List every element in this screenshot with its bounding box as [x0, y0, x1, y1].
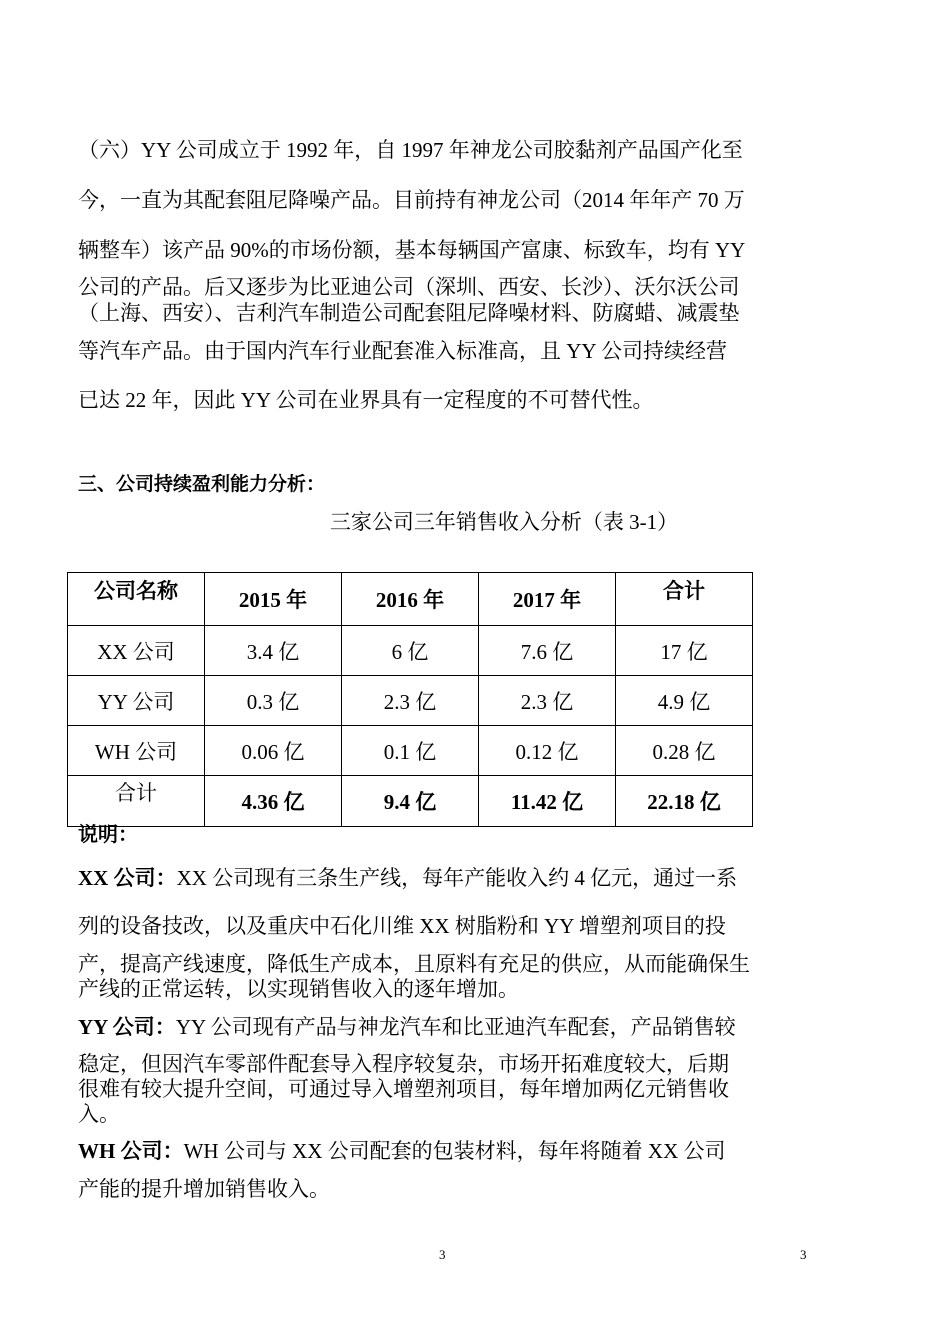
page-number-right: 3 [800, 1247, 807, 1262]
intro-line-5: （上海、西安）、吉利汽车制造公司配套阻尼降噪材料、防腐蜡、减震垫 [78, 301, 740, 325]
table-header-row [68, 573, 753, 626]
cell-value: 6 亿 [342, 626, 479, 676]
cell-value: 7.6 亿 [479, 626, 616, 676]
cell-value: 2.3 亿 [479, 676, 616, 726]
cell-value: 0.1 亿 [342, 726, 479, 776]
wh-note-label: WH 公司： [78, 1139, 184, 1163]
yy-note-label: YY 公司： [78, 1015, 176, 1039]
yy-note-line-4: 入。 [78, 1102, 120, 1126]
xx-note-line-3: 产，提高产线速度，降低生产成本，且原料有充足的供应，从而能确保生 [78, 952, 750, 976]
table-row [68, 726, 753, 776]
intro-line-7: 已达 22 年，因此 YY 公司在业界具有一定程度的不可替代性。 [78, 388, 654, 412]
yy-note-text: YY 公司现有产品与神龙汽车和比亚迪汽车配套，产品销售较 [175, 1015, 736, 1039]
yy-note-line-1 [78, 1014, 736, 1040]
page-number-center: 3 [439, 1247, 446, 1262]
cell-value: 0.06 亿 [205, 726, 342, 776]
header-2016: 2016 年 [342, 573, 479, 626]
intro-line-3: 辆整车）该产品 90%的市场份额，基本每辆国产富康、标致车，均有 YY [78, 238, 746, 262]
table-caption-wrap [0, 509, 950, 535]
cell-value: 3.4 亿 [205, 626, 342, 676]
sales-table [67, 572, 753, 827]
wh-note-line-2: 产能的提升增加销售收入。 [78, 1177, 330, 1201]
cell-total-value: 9.4 亿 [342, 776, 479, 827]
intro-line-4: 公司的产品。后又逐步为比亚迪公司（深圳、西安、长沙）、沃尔沃公司 [78, 275, 740, 299]
header-2015: 2015 年 [205, 573, 342, 626]
cell-value: 0.12 亿 [479, 726, 616, 776]
cell-grand-total: 22.18 亿 [616, 776, 753, 827]
yy-note-line-2: 稳定，但因汽车零部件配套导入程序较复杂，市场开拓难度较大，后期 [78, 1052, 729, 1076]
yy-note-line-3: 很难有较大提升空间，可通过导入增塑剂项目，每年增加两亿元销售收 [78, 1077, 729, 1101]
wh-note-line-1 [78, 1138, 726, 1164]
table-row [68, 626, 753, 676]
xx-note-line-1 [78, 865, 737, 891]
table-caption: 三家公司三年销售收入分析（表 3-1） [329, 510, 679, 534]
intro-line-1: （六）YY 公司成立于 1992 年，自 1997 年神龙公司胶黏剂产品国产化至 [78, 138, 743, 162]
cell-total: 17 亿 [616, 626, 753, 676]
intro-line-6: 等汽车产品。由于国内汽车行业配套准入标准高，且 YY 公司持续经营 [78, 339, 728, 363]
cell-total-label: 合计 [68, 776, 205, 827]
cell-total-value: 4.36 亿 [205, 776, 342, 827]
table-total-row [68, 776, 753, 827]
cell-total-value: 11.42 亿 [479, 776, 616, 827]
notes-label: 说明： [78, 824, 138, 846]
header-2017: 2017 年 [479, 573, 616, 626]
table-row [68, 676, 753, 726]
cell-company: YY 公司 [68, 676, 205, 726]
cell-company: WH 公司 [68, 726, 205, 776]
xx-note-text: XX 公司现有三条生产线，每年产能收入约 4 亿元，通过一系 [176, 866, 738, 890]
cell-value: 2.3 亿 [342, 676, 479, 726]
xx-note-line-2: 列的设备技改，以及重庆中石化川维 XX 树脂粉和 YY 增塑剂项目的投 [78, 914, 726, 938]
xx-note-label: XX 公司： [78, 866, 177, 890]
xx-note-line-4: 产线的正常运转，以实现销售收入的逐年增加。 [78, 977, 519, 1001]
header-total: 合计 [616, 573, 753, 626]
wh-note-text: WH 公司与 XX 公司配套的包装材料，每年将随着 XX 公司 [183, 1139, 726, 1163]
section-heading: 三、公司持续盈利能力分析： [78, 474, 326, 495]
cell-total: 4.9 亿 [616, 676, 753, 726]
intro-line-2: 今，一直为其配套阻尼降噪产品。目前持有神龙公司（2014 年年产 70 万 [78, 188, 745, 212]
cell-value: 0.3 亿 [205, 676, 342, 726]
header-company: 公司名称 [68, 573, 205, 626]
cell-company: XX 公司 [68, 626, 205, 676]
cell-total: 0.28 亿 [616, 726, 753, 776]
